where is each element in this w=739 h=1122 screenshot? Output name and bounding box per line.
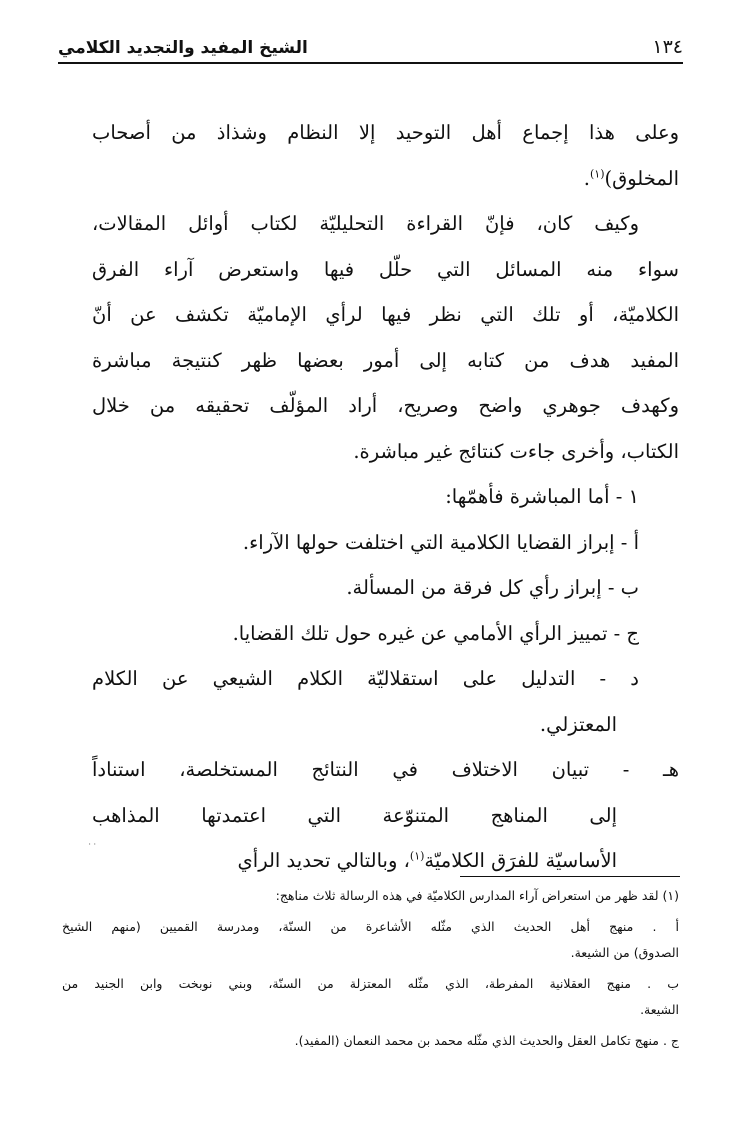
- body-line: المفيد هدف من كتابه إلى أمور بعضها ظهر كنتيجة مباشرة: [92, 348, 679, 372]
- list-item-continuation: المعتزلي.: [539, 712, 617, 736]
- footnote-line: (١) لقد ظهر من استعراض آراء المدارس الكلاميّة في هذه الرسالة ثلاث مناهج:: [275, 888, 679, 903]
- body-line: وكيف كان، فإنّ القراءة التحليليّة لكتاب أوائل المقالات،: [92, 212, 639, 235]
- page-number: ١٣٤: [652, 36, 683, 58]
- body-line-text: الأساسيّة للفرَق الكلاميّة: [424, 849, 617, 872]
- list-item: د - التدليل على استقلاليّة الكلام الشيعي عن الكلام: [92, 667, 639, 690]
- list-heading: ١ - أما المباشرة فأهمّها:: [445, 485, 639, 508]
- body-line: [92, 156, 679, 202]
- footnote-line: ب . منهج العقلانية المفرطة، الذي مثّله المعتزلة من السنّة، وبني نوبخت وابن الجنيد من: [62, 975, 679, 991]
- body-line-tail: .: [583, 166, 590, 190]
- body-line: سواء منه المسائل التي حلّل فيها واستعرض آراء الفرق: [92, 257, 679, 281]
- footnote-line: الشيعة.: [640, 1002, 679, 1017]
- list-item-continuation: إلى المناهج المتنوّعة التي اعتمدتها المذاهب: [92, 803, 617, 827]
- page-speck: · ·: [88, 840, 96, 849]
- body-line-text: المخلوق): [604, 166, 679, 190]
- body-line: وكهدف جوهري واضح وصريح، أراد المؤلّف تحقيقه من خلال: [92, 394, 679, 417]
- footnote-marker: (١): [409, 849, 425, 863]
- footnote-marker: (١): [589, 167, 605, 180]
- list-item: ج - تمييز الرأي الأمامي عن غيره حول تلك القضايا.: [232, 621, 639, 645]
- footnotes: [62, 883, 679, 1054]
- body-line: وعلى هذا إجماع أهل التوحيد إلا النظام وشذاذ من أصحاب: [92, 121, 679, 144]
- body-line: الكلاميّة، أو تلك التي نظر فيها لرأي الإماميّة تكشف عن أنّ: [92, 303, 679, 326]
- body-line: الكتاب، وأخرى جاءت كنتائج غير مباشرة.: [353, 439, 679, 463]
- list-item: أ - إبراز القضايا الكلامية التي اختلفت حولها الآراء.: [242, 530, 639, 554]
- list-item: ب - إبراز رأي كل فرقة من المسألة.: [346, 576, 639, 599]
- footnote-separator: [460, 876, 680, 877]
- main-text: [92, 110, 679, 884]
- footnote-line: أ . منهج أهل الحديث الذي مثّله الأشاعرة من السنّة، ومدرسة القميين (منهم الشيخ: [62, 918, 679, 934]
- running-header: [58, 30, 683, 64]
- running-title: الشيخ المفيد والتجديد الكلامي: [58, 38, 308, 58]
- footnote-line: ج . منهج تكامل العقل والحديث الذي مثّله محمد بن محمد النعمان (المفيد).: [294, 1032, 679, 1048]
- footnote-line: الصدوق) من الشيعة.: [570, 945, 679, 960]
- body-line-tail: ، وبالتالي تحديد الرأي: [237, 849, 410, 872]
- list-item: هـ - تبيان الاختلاف في النتائج المستخلصة، استناداً: [92, 758, 679, 781]
